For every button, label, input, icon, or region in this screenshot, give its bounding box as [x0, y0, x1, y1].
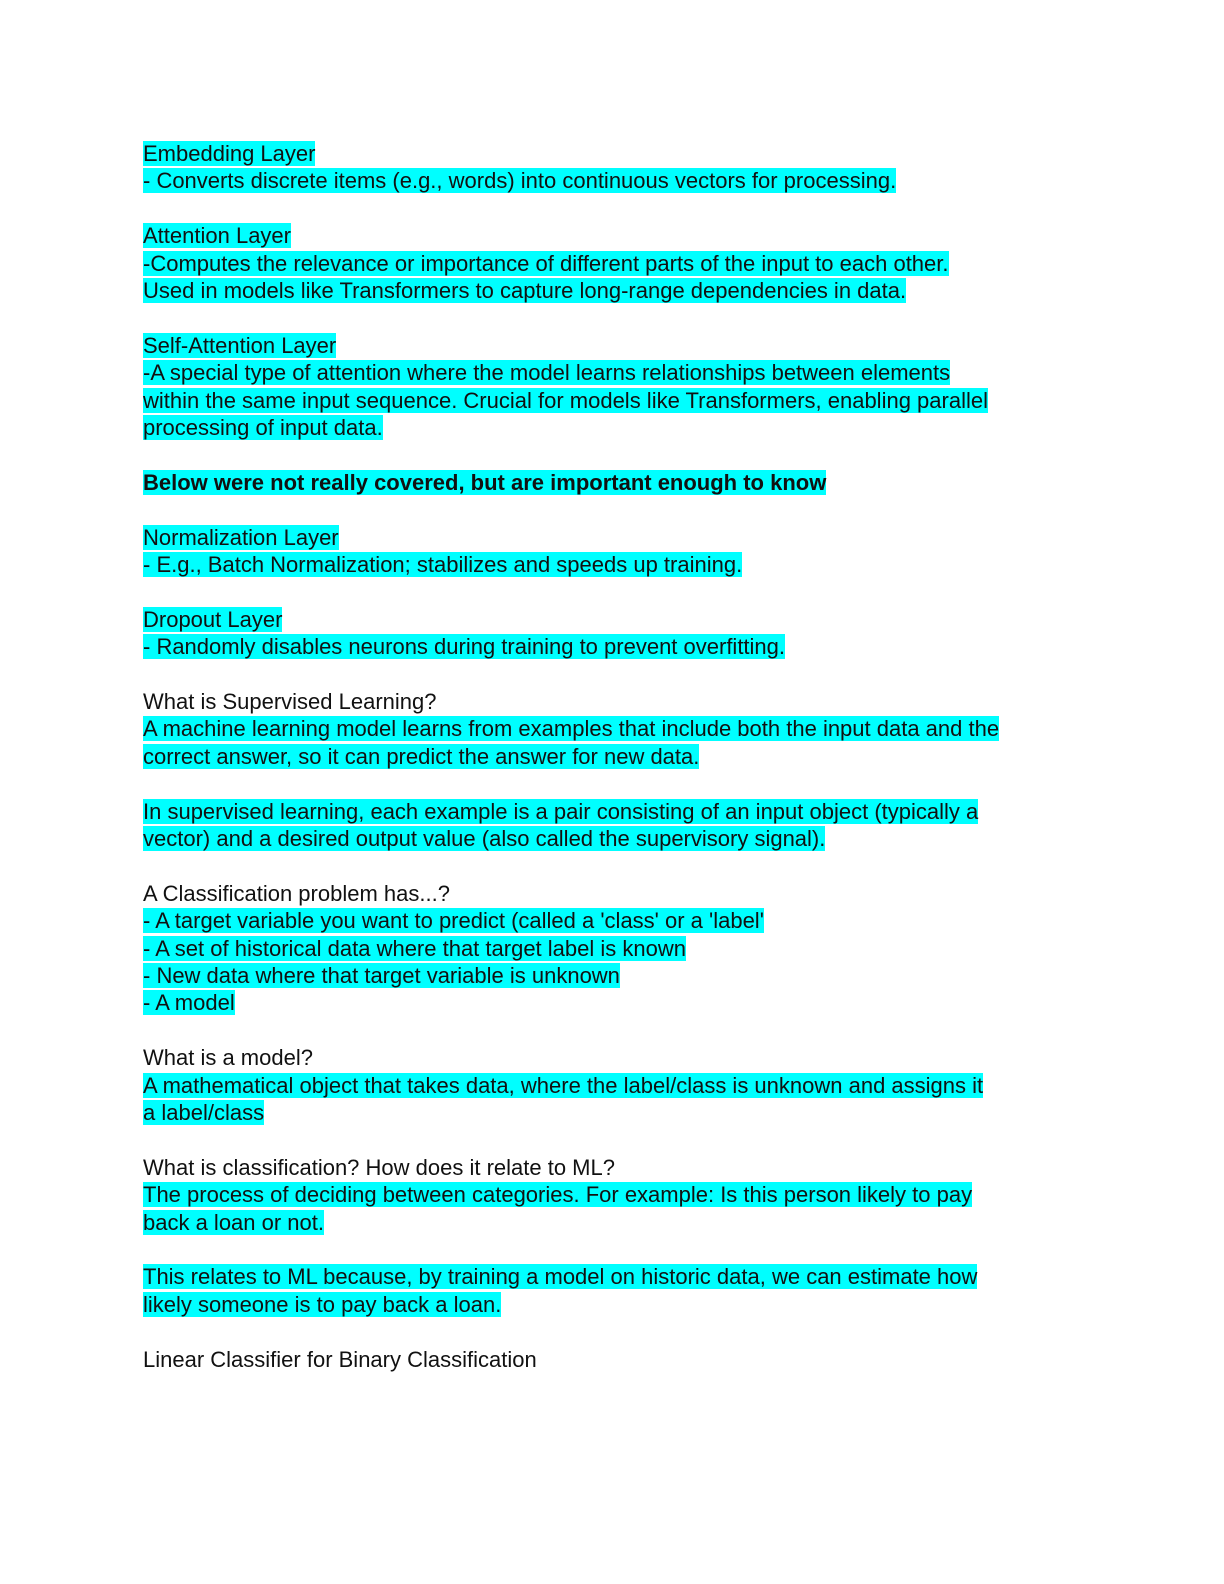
dropout-layer-title: Dropout Layer	[143, 606, 283, 632]
dropout-layer-description: - Randomly disables neurons during training to prevent overfitting.	[143, 634, 786, 660]
classification-problem-item: - A set of historical data where that target label is known	[143, 935, 686, 961]
classification-relation-line: likely someone is to pay back a loan.	[143, 1291, 502, 1317]
supervised-learning-answer-line: A machine learning model learns from examples that include both the input data and the	[143, 716, 1000, 742]
normalization-layer-section	[143, 524, 1083, 579]
supervised-learning-detail-line: In supervised learning, each example is a pair consisting of an input object (typically a	[143, 798, 979, 824]
self-attention-layer-section	[143, 332, 1083, 442]
embedding-layer-section	[143, 140, 1083, 195]
classification-problem-item: - New data where that target variable is unknown	[143, 963, 620, 989]
classification-relation-line: This relates to ML because, by training a model on historic data, we can estimate how	[143, 1264, 978, 1290]
not-covered-note	[143, 469, 1083, 496]
attention-layer-description-line: -Computes the relevance or importance of different parts of the input to each other.	[143, 250, 949, 276]
classification-question: What is classification? How does it relate to ML?	[143, 1154, 615, 1180]
model-answer-line: A mathematical object that takes data, where the label/class is unknown and assigns it	[143, 1072, 984, 1098]
linear-classifier-title: Linear Classifier for Binary Classification	[143, 1346, 537, 1372]
classification-problem-item: - A model	[143, 990, 235, 1016]
classification-section	[143, 1154, 1083, 1236]
model-section	[143, 1044, 1083, 1126]
supervised-learning-question: What is Supervised Learning?	[143, 689, 437, 715]
model-question: What is a model?	[143, 1045, 313, 1071]
dropout-layer-section	[143, 606, 1083, 661]
classification-problem-question: A Classification problem has...?	[143, 880, 450, 906]
attention-layer-title: Attention Layer	[143, 223, 291, 249]
not-covered-heading: Below were not really covered, but are important enough to know	[143, 469, 827, 495]
document-page	[143, 140, 1083, 1400]
classification-problem-item: - A target variable you want to predict (called a 'class' or a 'label'	[143, 908, 764, 934]
normalization-layer-title: Normalization Layer	[143, 524, 339, 550]
model-answer-line: a label/class	[143, 1100, 265, 1126]
supervised-learning-answer-line: correct answer, so it can predict the answer for new data.	[143, 743, 700, 769]
classification-answer-line: The process of deciding between categories. For example: Is this person likely to pay	[143, 1182, 973, 1208]
normalization-layer-description: - E.g., Batch Normalization; stabilizes and speeds up training.	[143, 552, 743, 578]
attention-layer-section	[143, 222, 1083, 304]
self-attention-description-line: processing of input data.	[143, 415, 383, 441]
attention-layer-description-line: Used in models like Transformers to capture long-range dependencies in data.	[143, 278, 907, 304]
classification-ml-relation	[143, 1263, 1083, 1318]
self-attention-description-line: -A special type of attention where the model learns relationships between elements	[143, 360, 951, 386]
self-attention-description-line: within the same input sequence. Crucial for models like Transformers, enabling parallel	[143, 387, 988, 413]
self-attention-layer-title: Self-Attention Layer	[143, 332, 337, 358]
supervised-learning-detail	[143, 798, 1083, 853]
supervised-learning-section	[143, 688, 1083, 770]
embedding-layer-description: - Converts discrete items (e.g., words) into continuous vectors for processing.	[143, 168, 897, 194]
classification-problem-section	[143, 880, 1083, 1017]
linear-classifier-section	[143, 1346, 1083, 1373]
classification-answer-line: back a loan or not.	[143, 1209, 325, 1235]
embedding-layer-title: Embedding Layer	[143, 141, 316, 166]
supervised-learning-detail-line: vector) and a desired output value (also called the supervisory signal).	[143, 826, 826, 852]
